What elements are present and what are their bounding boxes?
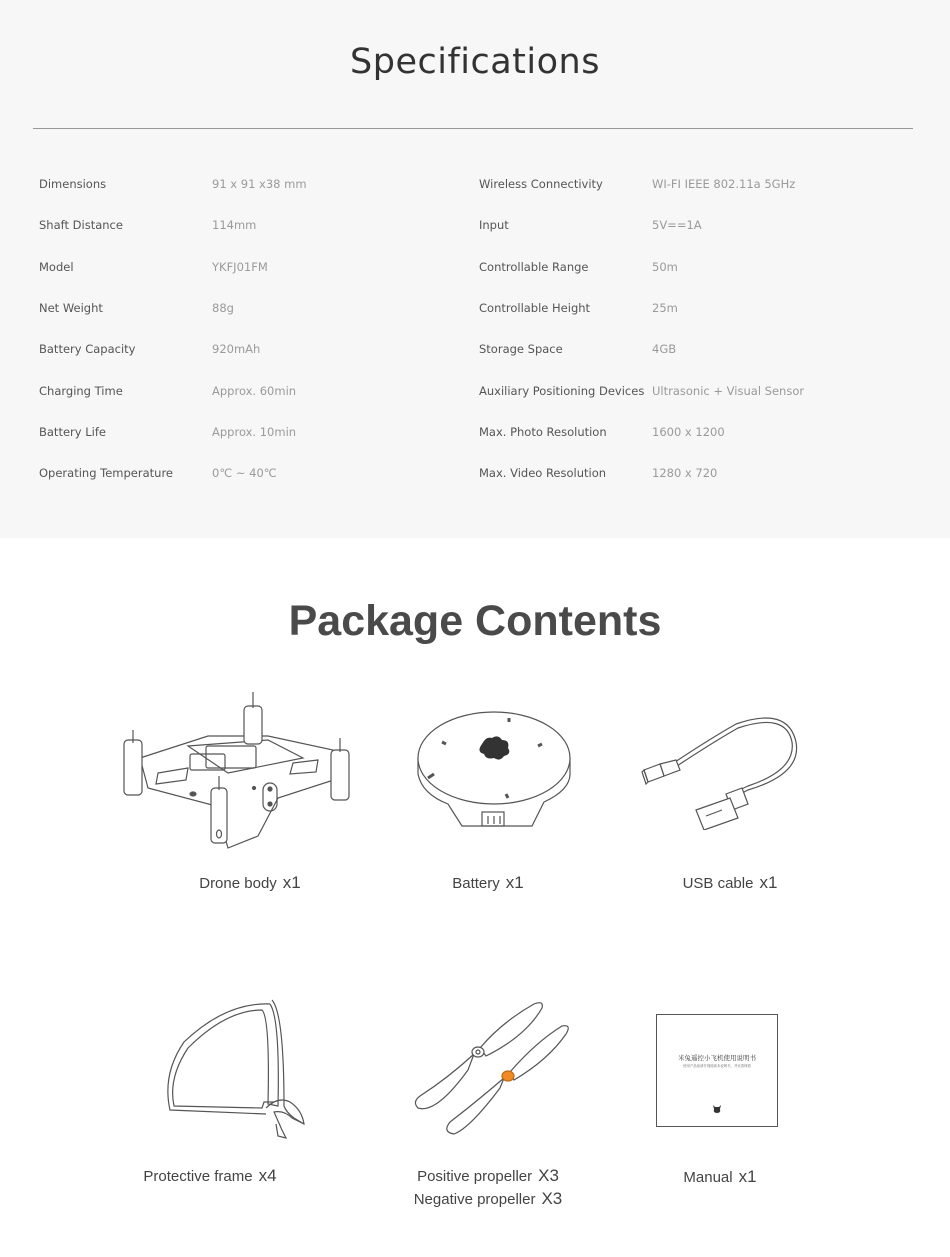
battery-icon	[412, 708, 576, 832]
spec-label: Controllable Range	[479, 259, 589, 274]
spec-label: Auxiliary Positioning Devices	[479, 383, 645, 398]
spec-row	[479, 301, 899, 321]
spec-row	[39, 218, 459, 238]
item-label-protective-frame: Protective frame x4	[143, 1166, 277, 1185]
specifications-title: Specifications	[350, 42, 600, 82]
spec-label: Max. Video Resolution	[479, 466, 607, 481]
item-label-usb-cable: USB cable x1	[682, 873, 778, 892]
specifications-divider	[33, 128, 913, 129]
spec-label: Operating Temperature	[39, 466, 173, 481]
spec-value: YKFJ01FM	[212, 259, 268, 274]
item-label-positive-propeller: Positive propeller X3	[417, 1166, 559, 1185]
manual-cover-subtitle: 使用产品前请仔细阅读本说明书，并妥善保管	[683, 1064, 751, 1068]
spec-row	[479, 218, 899, 238]
spec-label: Dimensions	[39, 177, 107, 191]
manual-cover-title: 米兔遥控小飞机使用说明书	[678, 1054, 756, 1062]
spec-value: Approx. 60min	[212, 383, 297, 398]
spec-label: Net Weight	[39, 300, 103, 315]
spec-row	[39, 466, 459, 486]
spec-label: Input	[479, 218, 509, 233]
spec-label: Model	[39, 259, 74, 274]
spec-label: Battery Capacity	[39, 342, 136, 357]
spec-row	[39, 425, 459, 445]
spec-row	[479, 342, 899, 362]
item-label-battery: Battery x1	[452, 873, 524, 892]
spec-value: 1600 x 1200	[652, 424, 725, 439]
spec-row	[39, 342, 459, 362]
spec-value: 1280 x 720	[652, 466, 718, 481]
spec-value: 50m	[652, 259, 678, 274]
spec-label: Shaft Distance	[39, 218, 123, 233]
spec-value: 25m	[652, 300, 678, 315]
spec-label: Charging Time	[39, 383, 123, 398]
spec-value: 91 x 91 x38 mm	[212, 177, 307, 191]
spec-row	[479, 177, 899, 197]
mitu-logo-icon	[711, 1103, 723, 1115]
spec-row	[479, 260, 899, 280]
spec-row	[39, 301, 459, 321]
usb-cable-icon	[638, 712, 804, 830]
spec-value: 114mm	[212, 218, 257, 233]
spec-row	[479, 425, 899, 445]
specifications-section	[0, 0, 950, 538]
spec-label: Battery Life	[39, 424, 106, 439]
spec-row	[479, 384, 899, 404]
spec-value: 0℃ ~ 40℃	[212, 466, 277, 481]
manual-icon	[656, 1014, 778, 1127]
protective-frame-icon	[166, 998, 310, 1140]
spec-value: 88g	[212, 300, 234, 315]
spec-row	[39, 260, 459, 280]
spec-label: Wireless Connectivity	[479, 177, 603, 191]
drone-body-icon	[118, 688, 358, 856]
spec-row	[479, 466, 899, 486]
spec-label: Max. Photo Resolution	[479, 424, 607, 439]
item-label-negative-propeller: Negative propeller X3	[413, 1189, 563, 1208]
spec-value: 920mAh	[212, 342, 261, 357]
item-label-manual: Manual x1	[683, 1167, 757, 1186]
spec-value: 4GB	[652, 342, 677, 357]
item-label-drone-body: Drone body x1	[199, 873, 301, 892]
propeller-icon	[410, 998, 574, 1140]
package-contents-title: Package Contents	[288, 597, 662, 645]
spec-row	[39, 177, 459, 197]
spec-value: 5V==1A	[652, 218, 702, 233]
spec-label: Storage Space	[479, 342, 563, 357]
spec-label: Controllable Height	[479, 300, 591, 315]
spec-value: WI-FI IEEE 802.11a 5GHz	[652, 177, 796, 191]
spec-value: Approx. 10min	[212, 424, 297, 439]
spec-value: Ultrasonic + Visual Sensor	[652, 383, 805, 398]
spec-row	[39, 384, 459, 404]
